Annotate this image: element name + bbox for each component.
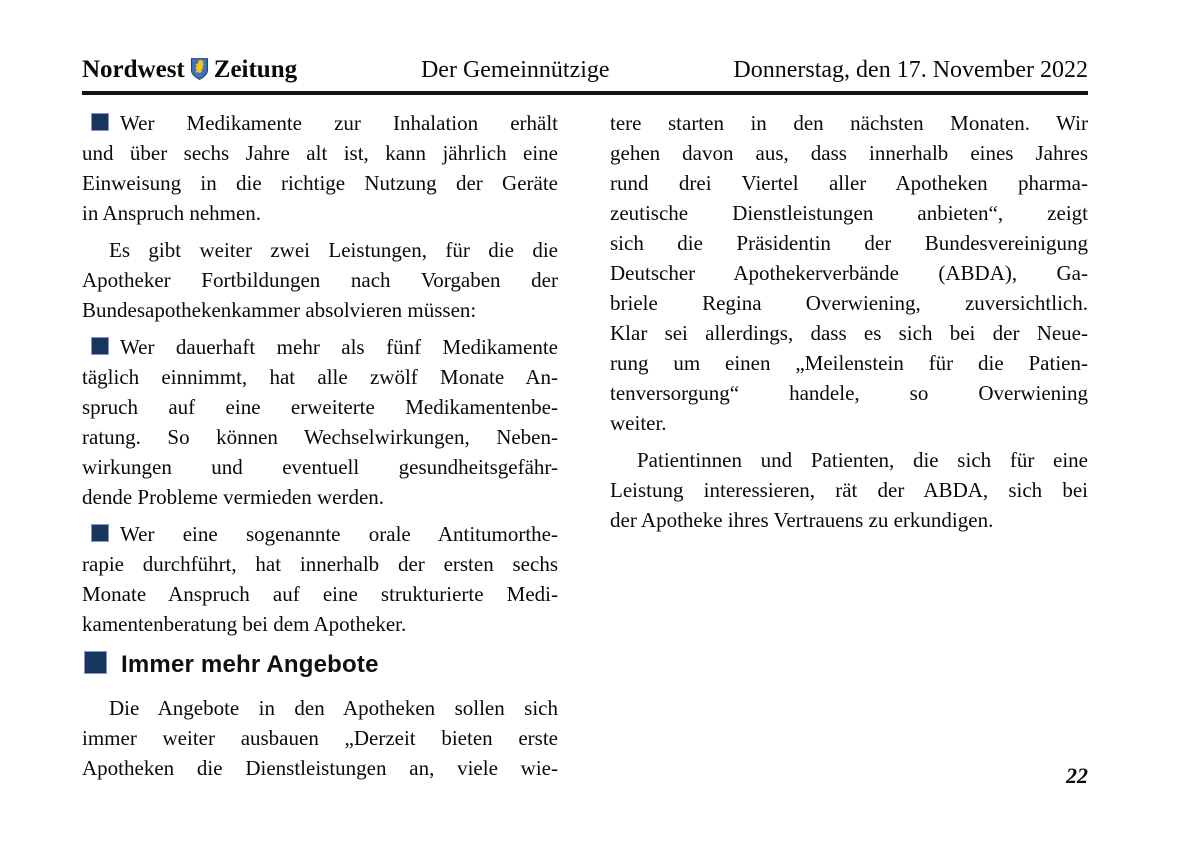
body-line: täglich einnimmt, hat alle zwölf Monate An- (82, 365, 558, 389)
line-text: Wer eine sogenannte orale Antitumorthe- (120, 522, 558, 546)
column-left (82, 108, 558, 790)
body-line: sich die Präsidentin der Bundesvereinigung (610, 231, 1088, 255)
body-line: Die Angebote in den Apotheken sollen sich (109, 696, 558, 720)
body-line: Leistung interessieren, rät der ABDA, sich bei (610, 478, 1088, 502)
bullet-square-icon (91, 113, 109, 131)
body-line: gehen davon aus, dass innerhalb eines Jahres (610, 141, 1088, 165)
body-line: Deutscher Apothekerverbände (ABDA), Ga- (610, 261, 1088, 285)
column-right (610, 108, 1088, 790)
header-date: Donnerstag, den 17. November 2022 (733, 57, 1088, 83)
heading-bullet-square-icon (84, 651, 107, 674)
page-number: 22 (1066, 763, 1088, 788)
body-line: ratung. So können Wechselwirkungen, Neben- (82, 425, 558, 449)
section-heading-text: Immer mehr Angebote (121, 651, 379, 678)
paragraph-bullet-antitumor (82, 519, 558, 639)
section-heading (82, 649, 558, 681)
body-line: weiter. (610, 411, 667, 435)
body-line: tere starten in den nächsten Monaten. Wir (610, 111, 1088, 135)
body-line: zeutische Dienstleistungen anbieten“, zeigt (610, 201, 1088, 225)
article-columns (82, 108, 1088, 790)
paragraph-patienten (610, 445, 1088, 535)
paragraph-bullet-medikamente (82, 332, 558, 512)
masthead-right: Zeitung (213, 56, 298, 83)
body-line: Es gibt weiter zwei Leistungen, für die die (109, 238, 558, 262)
body-line: und über sechs Jahre alt ist, kann jährlich eine (82, 141, 558, 165)
body-line: Monate Anspruch auf eine strukturierte Medi- (82, 582, 558, 606)
body-line: spruch auf eine erweiterte Medikamentenbe- (82, 395, 558, 419)
lion-crest-icon (190, 57, 209, 81)
body-line: rund drei Viertel aller Apotheken pharma- (610, 171, 1088, 195)
body-line: Apotheken die Dienstleistungen an, viele wie- (82, 756, 558, 780)
body-line: Bundesapothekenkammer absolvieren müssen: (82, 298, 477, 322)
body-line: briele Regina Overwiening, zuversichtlich. (610, 291, 1088, 315)
line-text: Wer dauerhaft mehr als fünf Medikamente (120, 335, 558, 359)
line-text: Wer Medikamente zur Inhalation erhält (120, 111, 558, 135)
body-line (82, 332, 558, 362)
body-line (82, 108, 558, 138)
body-line: Einweisung in die richtige Nutzung der Geräte (82, 171, 558, 195)
page-title: Der Gemeinnützige (420, 57, 610, 83)
body-line: rapie durchführt, hat innerhalb der ersten sechs (82, 552, 558, 576)
masthead (82, 56, 297, 84)
body-line: dende Probleme vermieden werden. (82, 485, 385, 509)
body-line: Klar sei allerdings, dass es sich bei der Neue- (610, 321, 1088, 345)
header-rule (82, 91, 1088, 95)
body-line: rung um einen „Meilenstein für die Patien- (610, 351, 1088, 375)
body-line: tenversorgung“ handele, so Overwiening (610, 381, 1088, 405)
body-line: wirkungen und eventuell gesundheitsgefähr- (82, 455, 558, 479)
paragraph-continuation (610, 108, 1088, 438)
body-line: kamentenberatung bei dem Apotheker. (82, 612, 407, 636)
paragraph-angebote (82, 693, 558, 783)
masthead-left: Nordwest (82, 56, 185, 83)
paragraph-leistungen (82, 235, 558, 325)
bullet-square-icon (91, 524, 109, 542)
body-line: Apotheker Fortbildungen nach Vorgaben der (82, 268, 558, 292)
bullet-square-icon (91, 337, 109, 355)
body-line: Patientinnen und Patienten, die sich für eine (637, 448, 1088, 472)
body-line: der Apotheke ihres Vertrauens zu erkundigen. (610, 508, 994, 532)
body-line: immer weiter ausbauen „Derzeit bieten erste (82, 726, 558, 750)
page-header (82, 56, 1088, 84)
body-line (82, 519, 558, 549)
paragraph-bullet-inhalation (82, 108, 558, 228)
body-line: in Anspruch nehmen. (82, 201, 262, 225)
